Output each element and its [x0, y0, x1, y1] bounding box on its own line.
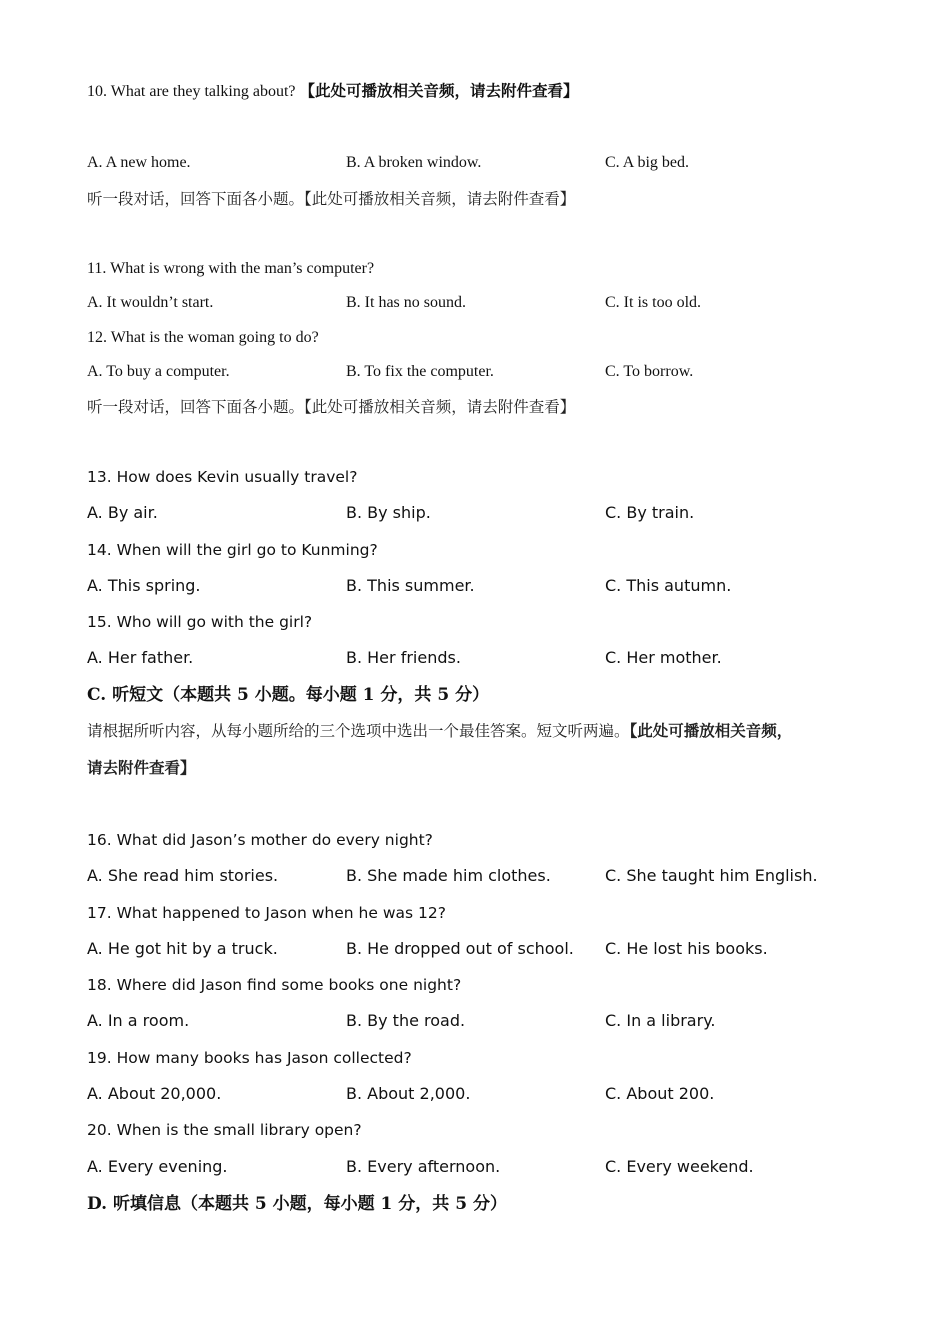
question-12: 12. What is the woman going to do? [87, 329, 319, 346]
question-19: 19. How many books has Jason collected? [87, 1049, 412, 1067]
audio-tag[interactable]: 【此处可播放相关音频， [629, 721, 793, 740]
audio-tag[interactable]: 【此处可播放相关音频，请去附件查看】 [299, 82, 579, 100]
question-11: 11. What is wrong with the man’s computer? [87, 260, 375, 277]
question-20: 20. When is the small library open? [87, 1121, 362, 1139]
option-c[interactable]: C. In a library. [605, 1011, 716, 1030]
instruction-text: 听一段对话，回答下面各小题。 [87, 398, 305, 416]
option-a[interactable]: A. She read him stories. [87, 866, 279, 885]
audio-tag[interactable]: 【此处可播放相关音频，请去附件查看】 [304, 398, 576, 416]
option-a[interactable]: A. Every evening. [87, 1157, 228, 1176]
options-19 [87, 1084, 867, 1104]
option-c[interactable]: C. A big bed. [605, 154, 690, 171]
options-11 [87, 293, 867, 313]
option-b[interactable]: B. By ship. [346, 503, 431, 522]
instruction-text: 听一段对话，回答下面各小题。 [87, 190, 305, 208]
section-d-title: D. 听填信息（本题共 5 小题，每小题 1 分，共 5 分） [87, 1194, 507, 1214]
option-c[interactable]: C. She taught him English. [605, 866, 818, 885]
options-14 [87, 576, 867, 596]
options-15 [87, 648, 867, 668]
section-c-title: C. 听短文（本题共 5 小题。每小题 1 分，共 5 分） [87, 685, 490, 705]
option-c[interactable]: C. By train. [605, 503, 695, 522]
option-b[interactable]: B. About 2,000. [346, 1084, 471, 1103]
option-c[interactable]: C. He lost his books. [605, 939, 768, 958]
option-a[interactable]: A. Her father. [87, 648, 194, 667]
question-15: 15. Who will go with the girl? [87, 613, 313, 631]
option-c[interactable]: C. About 200. [605, 1084, 715, 1103]
question-13: 13. How does Kevin usually travel? [87, 468, 358, 486]
options-20 [87, 1157, 867, 1177]
options-13 [87, 503, 867, 523]
option-b[interactable]: B. Every afternoon. [346, 1157, 501, 1176]
options-17 [87, 939, 867, 959]
question-16: 16. What did Jason’s mother do every night? [87, 831, 433, 849]
option-a[interactable]: A. He got hit by a truck. [87, 939, 278, 958]
option-b[interactable]: B. By the road. [346, 1011, 466, 1030]
question-18: 18. Where did Jason find some books one night? [87, 976, 462, 994]
option-a[interactable]: A. It wouldn’t start. [87, 294, 214, 311]
option-a[interactable]: A. This spring. [87, 576, 201, 595]
option-c[interactable]: C. To borrow. [605, 363, 694, 380]
options-10 [87, 153, 867, 173]
option-b[interactable]: B. It has no sound. [346, 294, 466, 311]
options-16 [87, 866, 867, 886]
option-b[interactable]: B. To fix the computer. [346, 363, 494, 380]
question-10 [87, 81, 579, 102]
audio-tag-continued[interactable]: 请去附件查看】 [87, 758, 196, 777]
section-c-instruction [87, 721, 792, 741]
option-b[interactable]: B. She made him clothes. [346, 866, 551, 885]
option-a[interactable]: A. In a room. [87, 1011, 190, 1030]
option-a[interactable]: A. A new home. [87, 154, 191, 171]
question-17: 17. What happened to Jason when he was 12? [87, 904, 446, 922]
option-b[interactable]: B. Her friends. [346, 648, 461, 667]
option-a[interactable]: A. To buy a computer. [87, 363, 230, 380]
option-b[interactable]: B. He dropped out of school. [346, 939, 574, 958]
instruction-2 [87, 397, 575, 417]
option-a[interactable]: A. About 20,000. [87, 1084, 222, 1103]
option-c[interactable]: C. This autumn. [605, 576, 732, 595]
option-a[interactable]: A. By air. [87, 503, 158, 522]
audio-tag[interactable]: 【此处可播放相关音频，请去附件查看】 [304, 190, 576, 208]
question-14: 14. When will the girl go to Kunming? [87, 541, 378, 559]
option-b[interactable]: B. A broken window. [346, 154, 482, 171]
options-12 [87, 362, 867, 382]
option-c[interactable]: C. Her mother. [605, 648, 722, 667]
option-b[interactable]: B. This summer. [346, 576, 475, 595]
instruction-text: 请根据所听内容，从每小题所给的三个选项中选出一个最佳答案。短文听两遍。 [87, 722, 630, 740]
instruction-1 [87, 189, 575, 209]
option-c[interactable]: C. Every weekend. [605, 1157, 754, 1176]
question-text: 10. What are they talking about? [87, 83, 296, 100]
option-c[interactable]: C. It is too old. [605, 294, 702, 311]
options-18 [87, 1011, 867, 1031]
